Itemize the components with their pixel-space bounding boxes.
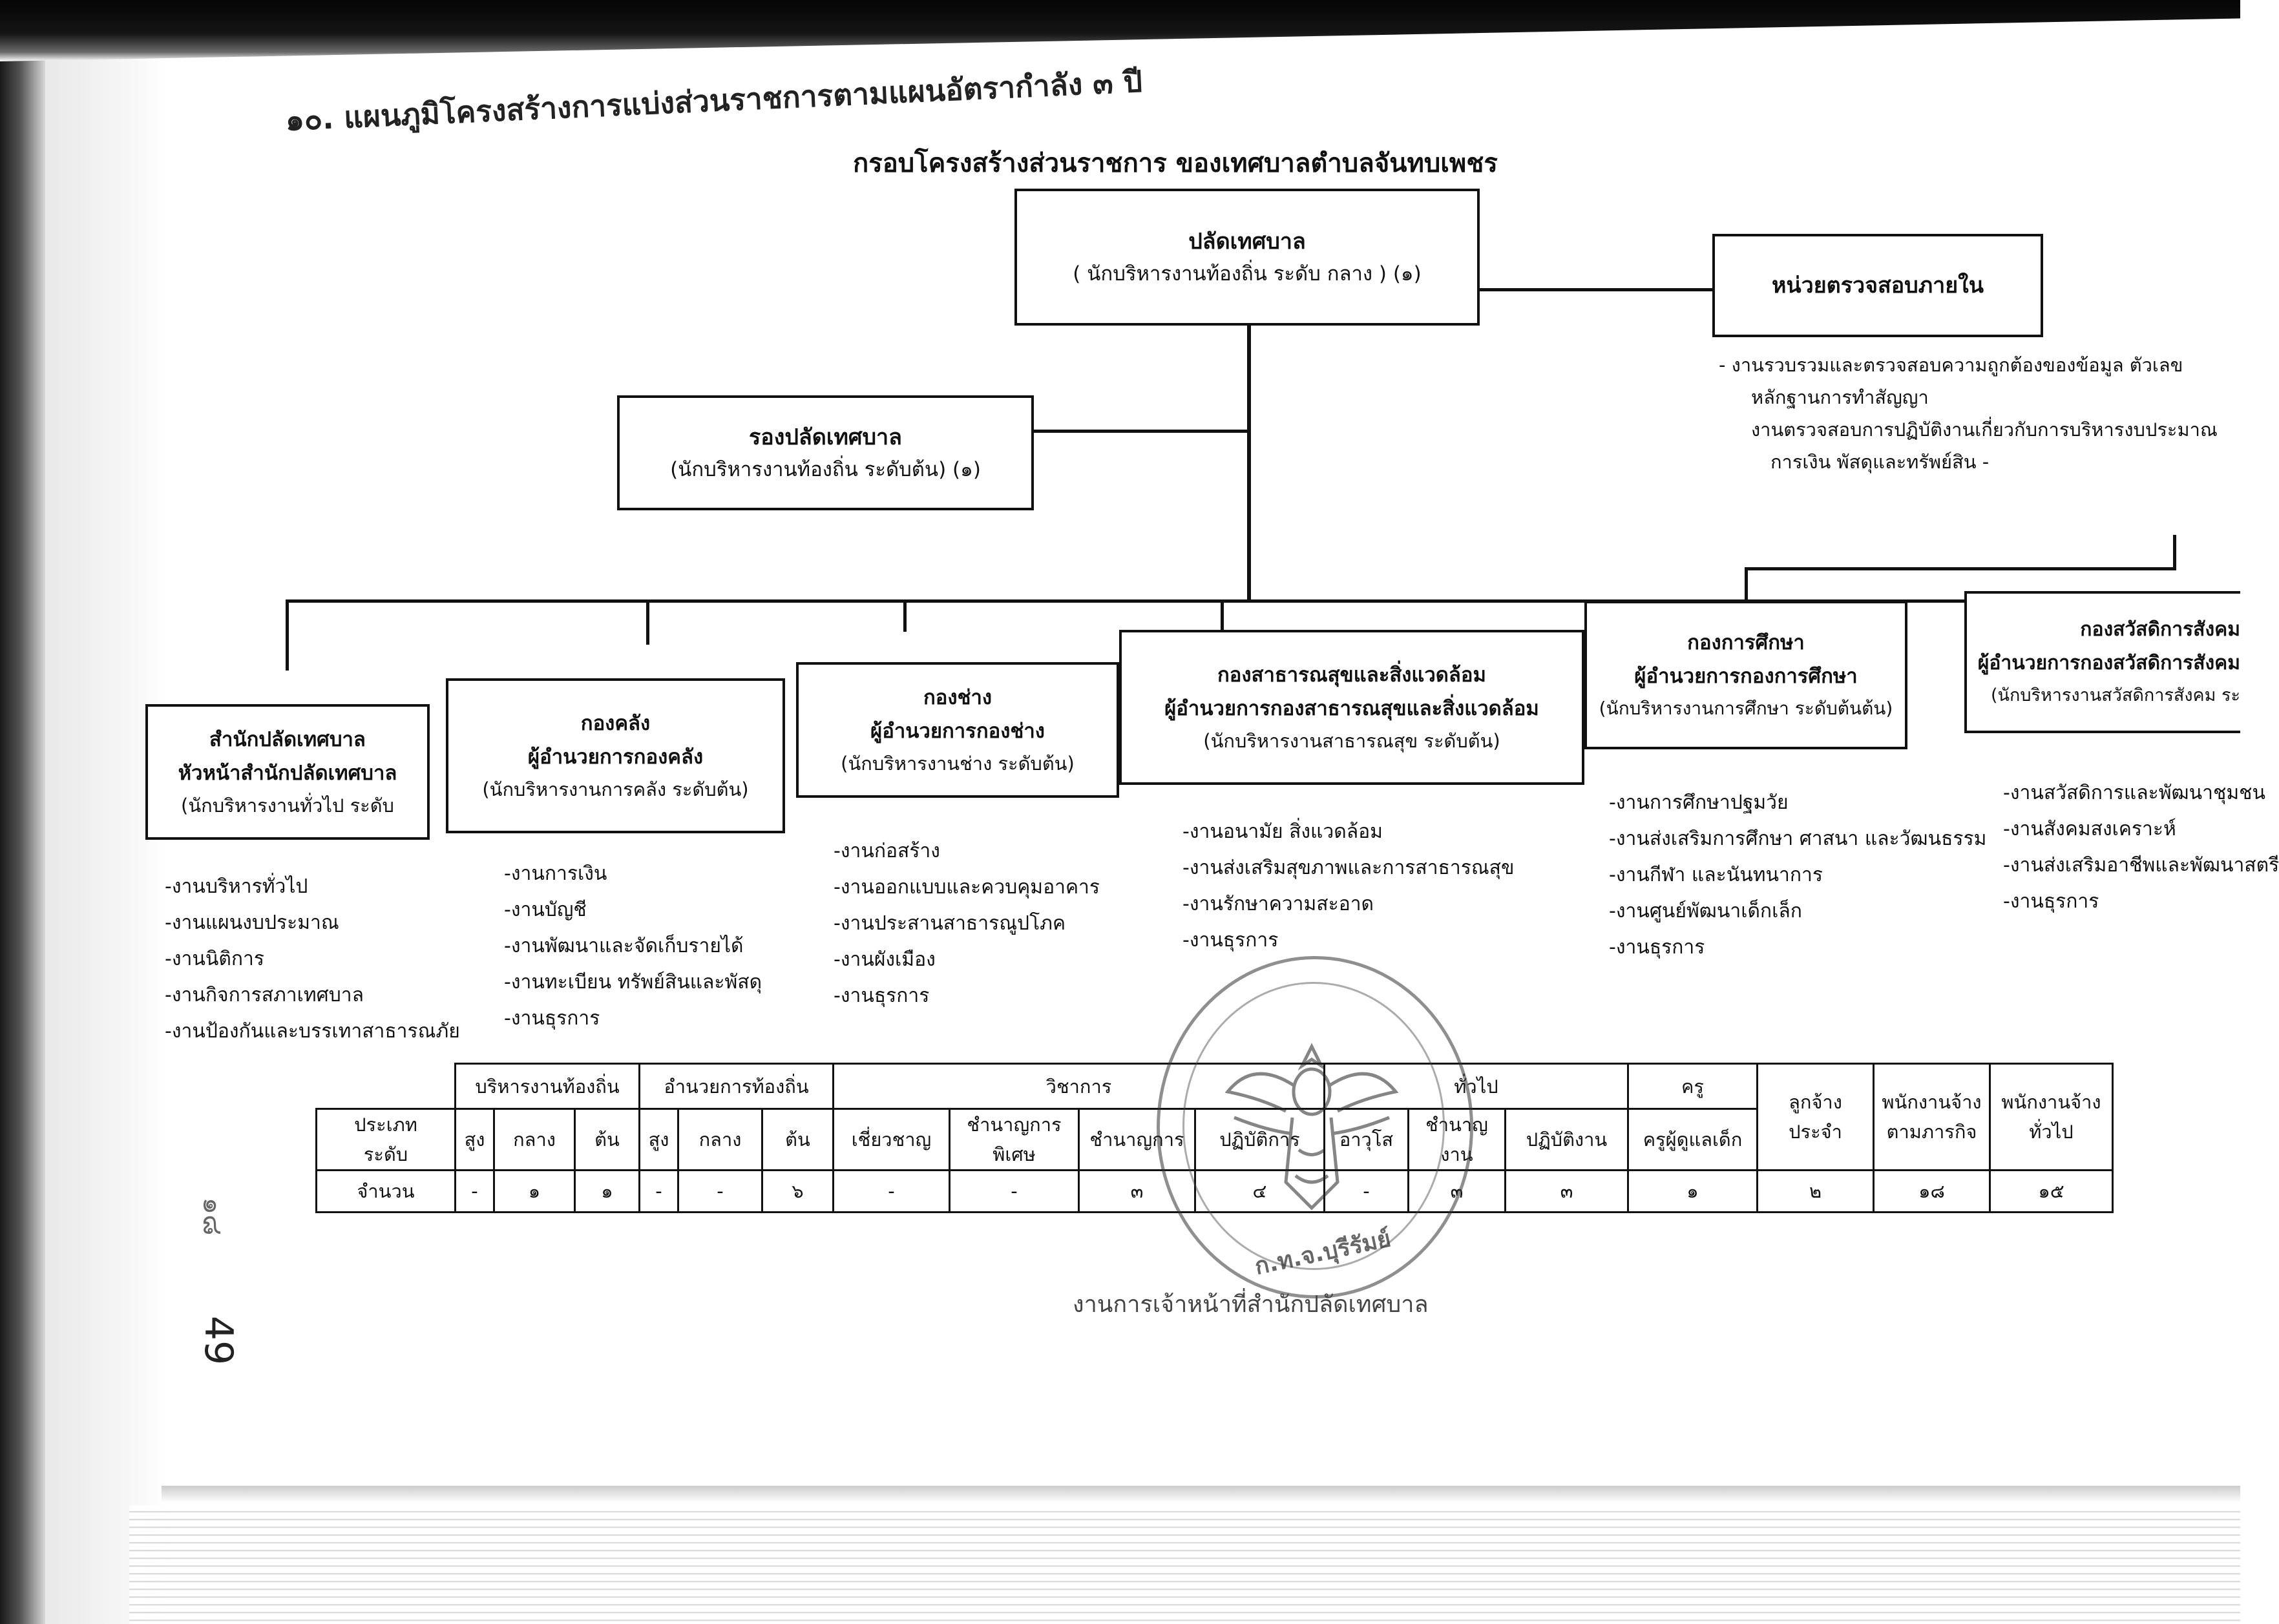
level-label: ระดับ (363, 1143, 408, 1165)
level-cell: เชี่ยวชาญ (834, 1109, 950, 1171)
duty-item: - งานผังเมือง (834, 942, 1100, 978)
division-head: ผู้อำนวยการกองคลัง (527, 745, 704, 769)
duty-item: - งานกิจการสภาเทศบาล (165, 977, 460, 1014)
division-rank: (นักบริหารงานการคลัง ระดับต้น) (482, 778, 749, 800)
division-rank: (นักบริหารงานสวัสดิการสังคม ระ (1990, 685, 2240, 705)
table-caption: งานการเจ้าหน้าที่สำนักปลัดเทศบาล (1073, 1291, 1429, 1318)
division-title: กองสวัสดิการสังคม (2080, 618, 2240, 641)
duty-item: - งานส่งเสริมสุขภาพและการสาธารณสุข (1182, 850, 1515, 886)
group-academic: วิชาการ (834, 1064, 1325, 1109)
count-cell: ๑ (1628, 1171, 1758, 1213)
division-rank: (นักบริหารงานทั่วไป ระดับ (181, 795, 394, 817)
count-cell: ๒ (1758, 1171, 1874, 1213)
audit-connector (1472, 288, 1717, 291)
division-head: ผู้อำนวยการกองสวัสดิการสังคม (1977, 652, 2240, 674)
level-cell: ครูผู้ดูแลเด็ก (1628, 1109, 1758, 1171)
count-cell: - (1325, 1171, 1409, 1213)
division-box-secretary (145, 704, 430, 840)
drop-line-6 (2173, 535, 2176, 570)
group-perm-employee: ลูกจ้างประจำ (1758, 1064, 1874, 1171)
duty-item: - งานธุรการ (1182, 922, 1515, 959)
duty-item: - งานสังคมสงเคราะห์ (2003, 811, 2240, 848)
division-rank: (นักบริหารงานช่าง ระดับต้น) (841, 753, 1075, 775)
level-cell: อาวุโส (1325, 1109, 1409, 1171)
duty-item: - งานทะเบียน ทรัพย์สินและพัสดุ (504, 964, 762, 1001)
level-cell: กลาง (678, 1109, 762, 1171)
group-teacher: ครู (1628, 1064, 1758, 1109)
duties-education (1609, 785, 1986, 966)
level-cell: ต้น (575, 1109, 640, 1171)
count-cell: ๑ (575, 1171, 640, 1213)
duties-finance (504, 856, 762, 1037)
count-cell: - (950, 1171, 1079, 1213)
upper-bus (1745, 567, 2176, 570)
garuda-emblem-icon (1215, 1021, 1409, 1227)
duty-item: - งานธุรการ (504, 1001, 762, 1037)
level-cell: ชำนาญการ (1079, 1109, 1195, 1171)
duty-item: - งานอนามัย สิ่งแวดล้อม (1182, 814, 1515, 850)
count-cell: ๖ (762, 1171, 834, 1213)
type-label: ประเภท ระดับ (317, 1109, 456, 1171)
duty-item: - งานการศึกษาปฐมวัย (1609, 785, 1986, 821)
duty-item: - งานศูนย์พัฒนาเด็กเล็ก (1609, 893, 1986, 930)
duty-item: - งานป้องกันและบรรเทาสาธารณภัย (165, 1014, 460, 1050)
group-admin-local: บริหารงานท้องถิ่น (456, 1064, 640, 1109)
duty-item: - งานก่อสร้าง (834, 833, 1100, 869)
duty-item: - งานรักษาความสะอาด (1182, 886, 1515, 922)
count-label: จำนวน (317, 1171, 456, 1213)
division-head: ผู้อำนวยการกองการศึกษา (1634, 665, 1858, 688)
audit-duties (1719, 349, 2218, 478)
palad-box (1014, 189, 1480, 326)
count-cell: - (456, 1171, 494, 1213)
division-head: ผู้อำนวยการกองช่าง (870, 720, 1045, 743)
level-cell: สูง (456, 1109, 494, 1171)
duty-item: - งานธุรการ (1609, 930, 1986, 966)
drop-line-3 (903, 599, 907, 632)
level-cell: สูง (640, 1109, 678, 1171)
scan-top-edge (0, 0, 2240, 61)
duty-item: - งานธุรการ (834, 978, 1100, 1014)
page-title: กรอบโครงสร้างส่วนราชการ ของเทศบาลตำบลจันทบเพชร (853, 149, 1498, 178)
duties-engineering (834, 833, 1100, 1014)
group-director-local: อำนวยการท้องถิ่น (640, 1064, 834, 1109)
duty-item: - งานกีฬา และนันทนาการ (1609, 857, 1986, 893)
margin-mark: ๑๘ (197, 1197, 229, 1236)
count-cell: ๓ (1409, 1171, 1506, 1213)
seal-text: ก.ท.จ.บุรีรัมย์ (1252, 1225, 1394, 1280)
duty-item: - งานการเงิน (504, 856, 762, 892)
group-general: ทั่วไป (1325, 1064, 1628, 1109)
division-box-engineering (796, 662, 1119, 798)
division-title: กองช่าง (923, 686, 992, 709)
count-cell: - (678, 1171, 762, 1213)
deputy-subtitle: (นักบริหารงานท้องถิ่น ระดับต้น) (๑) (670, 458, 981, 481)
page-binding-shadow (45, 58, 168, 1624)
duties-secretary (165, 869, 460, 1050)
division-rank: (นักบริหารงานสาธารณสุข ระดับต้น) (1203, 730, 1500, 752)
audit-title: หน่วยตรวจสอบภายใน (1771, 273, 1984, 298)
count-cell: - (834, 1171, 950, 1213)
scan-left-edge (0, 0, 45, 1624)
page-number: 49 (196, 1315, 242, 1366)
division-box-health (1119, 630, 1584, 785)
duty-item: - งานบริหารทั่วไป (165, 869, 460, 905)
audit-duty: งานตรวจสอบการปฏิบัติงานเกี่ยวกับการบริหารงบประมาณ (1751, 419, 2218, 441)
duty-item: - งานนิติการ (165, 941, 460, 977)
level-cell: ปฏิบัติการ (1195, 1109, 1325, 1171)
drop-line-2 (646, 599, 649, 645)
count-cell: ๔ (1195, 1171, 1325, 1213)
top-heading: ๑๐. แผนภูมิโครงสร้างการแบ่งส่วนราชการตามแผนอัตรากำลัง ๓ ปี (284, 63, 1143, 138)
palad-title: ปลัดเทศบาล (1188, 229, 1306, 255)
division-box-education (1584, 601, 1907, 749)
level-cell: ต้น (762, 1109, 834, 1171)
division-title: กองสาธารณสุขและสิ่งแวดล้อม (1217, 663, 1486, 687)
division-title: กองคลัง (580, 712, 651, 735)
duty-item: - งานออกแบบและควบคุมอาคาร (834, 869, 1100, 906)
duties-welfare (2003, 775, 2279, 920)
duty-item: - งานบัญชี (504, 892, 762, 928)
audit-duty: การเงิน พัสดุและทรัพย์สิน - (1770, 451, 1990, 473)
duty-item: - งานแผนงบประมาณ (165, 905, 460, 941)
division-rank: (นักบริหารงานการศึกษา ระดับต้นต้น) (1599, 698, 1893, 719)
count-cell: ๓ (1506, 1171, 1628, 1213)
drop-line-1 (286, 599, 289, 671)
level-cell: ปฏิบัติงาน (1506, 1109, 1628, 1171)
duty-item: - งานส่งเสริมอาชีพและพัฒนาสตรี (2003, 848, 2240, 884)
level-cell: ชำนาญการพิเศษ (950, 1109, 1079, 1171)
duty-item: - งานธุรการ (2003, 884, 2240, 920)
division-head: หัวหน้าสำนักปลัดเทศบาล (178, 762, 397, 785)
level-cell: ชำนาญงาน (1409, 1109, 1506, 1171)
count-cell: ๑ (494, 1171, 575, 1213)
deputy-box (617, 395, 1034, 510)
division-title: กองการศึกษา (1687, 631, 1805, 654)
duties-health (1182, 814, 1515, 959)
drop-line-4 (1221, 599, 1224, 632)
palad-subtitle: ( นักบริหารงานท้องถิ่น ระดับ กลาง ) (๑) (1073, 262, 1422, 286)
deputy-connector (1033, 430, 1250, 433)
count-cell: - (640, 1171, 678, 1213)
duty-item: - งานประสานสาธารณูปโภค (834, 906, 1100, 942)
count-cell: ๓ (1079, 1171, 1195, 1213)
audit-box (1712, 234, 2043, 337)
audit-duty: - งานรวบรวมและตรวจสอบความถูกต้องของข้อมูล ตัวเลข (1719, 354, 2183, 376)
drop-line-5 (1745, 568, 1748, 601)
count-cell: ๑๘ (1874, 1171, 1990, 1213)
count-cell: ๑๕ (1990, 1171, 2113, 1213)
group-general-employee: พนักงานจ้างทั่วไป (1990, 1064, 2113, 1171)
division-head: ผู้อำนวยการกองสาธารณสุขและสิ่งแวดล้อม (1164, 697, 1539, 720)
audit-duty: หลักฐานการทำสัญญา (1751, 386, 1929, 408)
group-mission-employee: พนักงานจ้างตามภารกิจ (1874, 1064, 1990, 1171)
division-box-finance (446, 678, 785, 833)
deputy-title: รองปลัดเทศบาล (749, 424, 902, 450)
division-title: สำนักปลัดเทศบาล (209, 728, 366, 751)
level-cell: กลาง (494, 1109, 575, 1171)
page-bottom-shadow (162, 1486, 2240, 1503)
duty-item: - งานส่งเสริมการศึกษา ศาสนา และวัฒนธรรม (1609, 821, 1986, 857)
duty-item: - งานสวัสดิการและพัฒนาชุมชน (2003, 775, 2240, 811)
trunk-line (1247, 324, 1251, 601)
page-stack-edges (129, 1505, 2240, 1624)
duty-item: - งานพัฒนาและจัดเก็บรายได้ (504, 928, 762, 964)
division-box-welfare (1964, 591, 2240, 733)
